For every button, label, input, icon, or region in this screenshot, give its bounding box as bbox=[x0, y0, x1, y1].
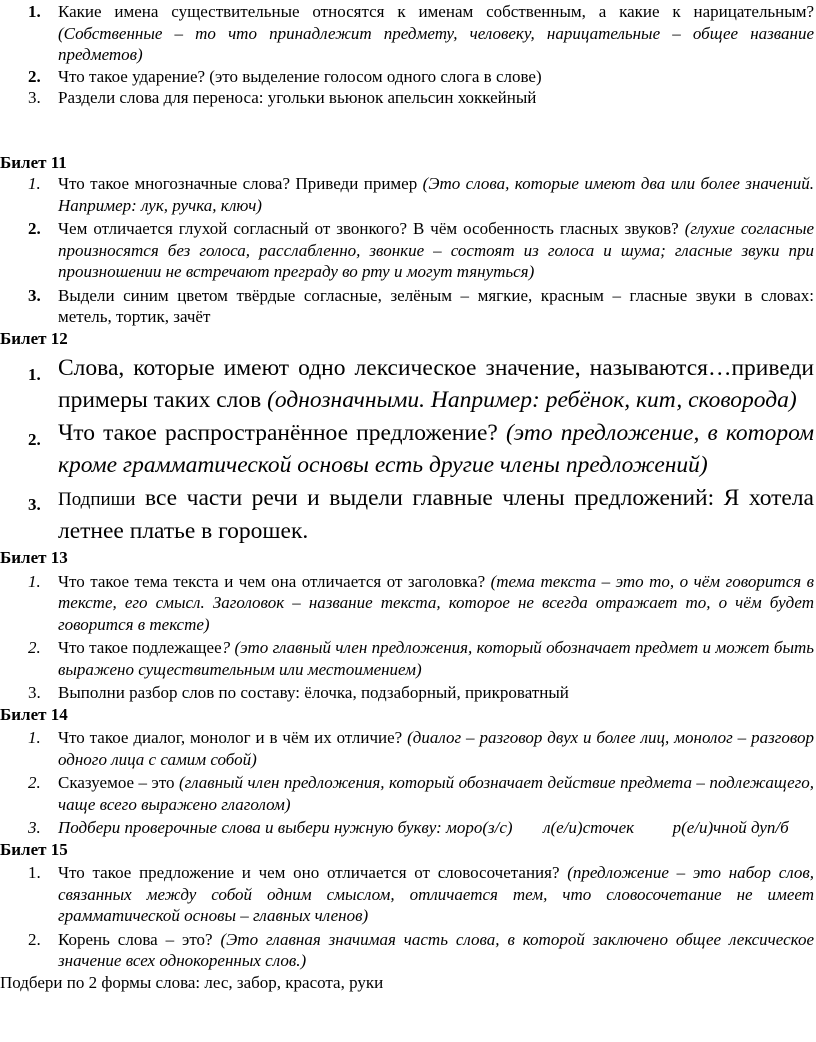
answer-text: (диалог – разговор двух и более лиц, монолог – разговор одного лица с самим собой) bbox=[58, 728, 814, 769]
question-text: Что такое распространённое предложение? bbox=[58, 420, 498, 446]
ticket-12-question-1 bbox=[0, 353, 816, 416]
list-number: 2. bbox=[28, 929, 41, 949]
question-text: Корень слова – это? bbox=[58, 929, 213, 949]
list-number: 3. bbox=[28, 88, 41, 107]
question-text: Выдели синим цветом твёрдые согласные, зелёным – мягкие, красным – гласные звуки в словах: метель, тортик, зачёт bbox=[58, 285, 814, 326]
ticket-12-question-2 bbox=[0, 418, 816, 481]
ticket-14-question-3 bbox=[0, 817, 816, 839]
ticket-11-question-1 bbox=[0, 173, 816, 216]
top-question-2 bbox=[0, 66, 816, 88]
list-number: 1. bbox=[28, 571, 41, 591]
ticket-11-question-3 bbox=[0, 285, 816, 328]
answer-text: (Это главная значимая часть слова, в которой заключено общее лексическое значение всех однокоренных слов.) bbox=[58, 929, 815, 970]
answer-text: (Собственные – то что принадлежит предмету, человеку, нарицательные – общее название предметов) bbox=[58, 23, 814, 64]
list-number: 1. bbox=[28, 728, 41, 747]
footer-task: Подбери по 2 формы слова: лес, забор, красота, руки bbox=[0, 972, 384, 992]
top-question-1 bbox=[0, 1, 816, 66]
list-number: 2. bbox=[28, 773, 41, 792]
ticket-12-title: Билет 12 bbox=[0, 328, 68, 348]
list-number: 2. bbox=[28, 219, 41, 238]
question-text: Раздели слова для переноса: угольки вьюнок апельсин хоккейный bbox=[58, 88, 537, 107]
question-text-b: все части речи и выдели главные члены предложений: Я хотела летнее платье в горошек. bbox=[58, 485, 814, 544]
answer-text: (главный член предложения, который обозначает действие предмета – подлежащего, чаще всего выражено глаголом) bbox=[58, 773, 815, 814]
question-text: Подбери проверочные слова и выбери нужную букву: моро(з/с) bbox=[58, 818, 513, 837]
list-number: 3. bbox=[28, 818, 41, 837]
spacer bbox=[0, 109, 816, 152]
answer-text: (это предложение, в котором кроме грамматической основы есть другие члены предложений) bbox=[58, 420, 814, 478]
word-2: р(е/и)чной bbox=[672, 818, 747, 837]
ticket-15-question-1 bbox=[0, 862, 816, 927]
ticket-14-question-2 bbox=[0, 772, 816, 815]
list-number: 3. bbox=[28, 495, 41, 514]
question-text: Какие имена существительные относятся к именам собственным, а какие к нарицательным? bbox=[58, 2, 814, 21]
answer-text: (Это слова, которые имеют два или более значений. Например: лук, ручка, ключ) bbox=[58, 174, 814, 215]
question-text: Что такое тема текста и чем она отличается от заголовка? bbox=[58, 571, 486, 591]
question-text: Выполни разбор слов по составу: ёлочка, подзаборный, прикроватный bbox=[58, 683, 569, 702]
ticket-13-title: Билет 13 bbox=[0, 548, 68, 567]
list-number: 3. bbox=[28, 683, 41, 702]
top-question-3 bbox=[0, 87, 816, 109]
list-number: 1. bbox=[28, 863, 41, 882]
ticket-14-title: Билет 14 bbox=[0, 704, 68, 724]
ticket-13-question-3 bbox=[0, 682, 816, 704]
list-number: 3. bbox=[28, 285, 41, 305]
question-text: Что такое многозначные слова? Приведи пример bbox=[58, 174, 418, 193]
question-text: Слова, которые имеют одно лексическое значение, называются…приведи примеры таких слов bbox=[58, 355, 814, 413]
list-number: 1. bbox=[28, 174, 41, 193]
question-text-a: Подпиши bbox=[58, 489, 136, 510]
question-text: Сказуемое – это bbox=[58, 773, 175, 792]
answer-text: (тема текста – это то, о чём говорится в тексте, его смысл. Заголовок – название текста, которое не всегда отражает то, о чём будет говорится в тексте) bbox=[58, 571, 815, 634]
ticket-13-question-1 bbox=[0, 571, 816, 636]
question-text: Чем отличается глухой согласный от звонкого? В чём особенность гласных звуков? bbox=[58, 219, 679, 238]
ticket-11-title: Билет 11 bbox=[0, 152, 67, 172]
answer-text: ? (это главный член предложения, который обозначает предмет и может быть выражено существительным или местоимением) bbox=[58, 638, 814, 679]
question-text: Что такое предложение и чем оно отличается от словосочетания? bbox=[58, 863, 560, 882]
list-number: 2. bbox=[28, 66, 41, 86]
question-text: Что такое подлежащее bbox=[58, 638, 222, 657]
list-number: 2. bbox=[28, 430, 41, 449]
list-number: 1. bbox=[28, 365, 41, 384]
answer-text: (однозначными. Например: ребёнок, кит, сковорода) bbox=[267, 386, 797, 413]
list-number: 2. bbox=[28, 638, 41, 657]
question-text: Что такое ударение? (это выделение голосом одного слога в слове) bbox=[58, 66, 542, 86]
ticket-12-question-3 bbox=[0, 483, 816, 547]
answer-text: (глухие согласные произносятся без голоса, расслабленно, звонкие – состоят из голоса и шума; гласные звуки при произношении не встречают преграду во рту и могут тянуться) bbox=[58, 219, 815, 281]
word-1: л(е/и)сточек bbox=[543, 818, 635, 837]
ticket-11-question-2 bbox=[0, 218, 816, 283]
answer-text: (предложение – это набор слов, связанных между собой одним смыслом, отличается тем, что словосочетание не имеет грамматической основы – главных членов) bbox=[58, 863, 815, 925]
word-3: дуп/б bbox=[750, 818, 789, 837]
ticket-13-question-2 bbox=[0, 637, 816, 680]
ticket-15-title: Билет 15 bbox=[0, 839, 68, 859]
ticket-14-question-1 bbox=[0, 727, 816, 770]
question-text: Что такое диалог, монолог и в чём их отличие? bbox=[58, 728, 403, 747]
list-number: 1. bbox=[28, 2, 41, 21]
ticket-15-question-2 bbox=[0, 929, 816, 972]
